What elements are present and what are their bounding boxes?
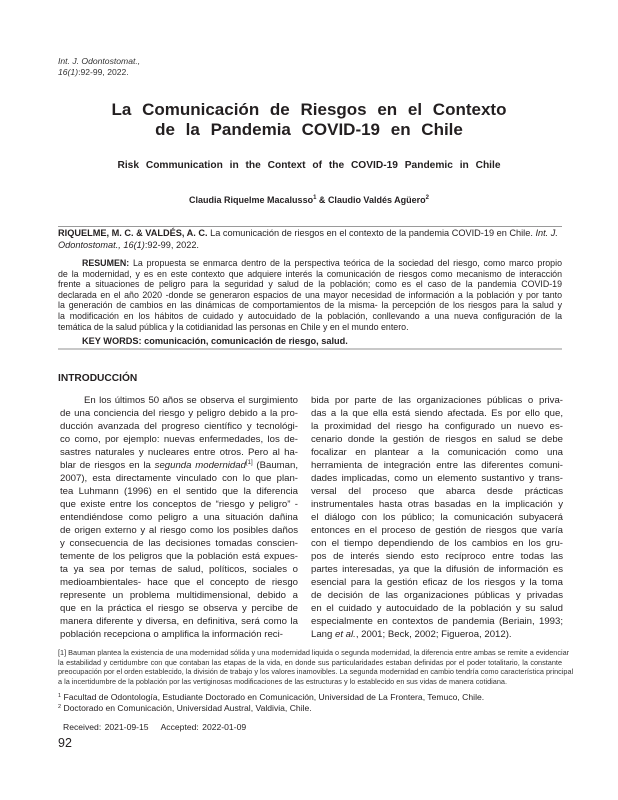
text-line: ducción avanzada del progreso científico y tecnológi- xyxy=(60,421,298,432)
text-line xyxy=(58,258,562,269)
dates xyxy=(63,722,246,732)
keywords: KEY WORDS: comunicación, comunicación de riesgo, salud. xyxy=(82,336,348,346)
text-segment: (Bauman, xyxy=(252,460,298,471)
text-line: el diálogo con los público; la comunicación subyacerá xyxy=(311,512,563,523)
citation-journal: Int. J. Odontostomat., 16(1) xyxy=(58,228,558,250)
text-line: con el tiempo dependiendo de los cambios en los gru- xyxy=(311,538,563,549)
text-line: dades implicadas, como un elemento sustantivo y trans- xyxy=(311,473,563,484)
text-line: la modificación en los hábitos de cuidado y autocuidado de la población, conllevando a una nueva configuración de la xyxy=(58,310,562,321)
author-2-affiliation-mark: 2 xyxy=(425,195,429,201)
text-segment: La propuesta se enmarca dentro de la perspectiva teórica de la sociedad del riesgo, como marco propio xyxy=(129,258,562,268)
text-line: en el cuidado y autocuidado de la población y su salud xyxy=(311,603,563,614)
affiliation-2 xyxy=(58,703,484,714)
journal-name: Int. J. Odontostomat., xyxy=(58,56,141,66)
text-line: partes interesadas, ya que la difusión de información es xyxy=(311,564,563,575)
affiliation-mark: 2 xyxy=(58,703,62,710)
text-line: manera diferente y diversa, en definitiva, será como la xyxy=(60,616,298,627)
text-line: medioambientales- hace que el concepto de riesgo xyxy=(60,577,298,588)
citation-text: La comunicación de riesgos en el contexto de la pandemia COVID-19 en Chile. xyxy=(207,228,536,238)
divider-top xyxy=(58,226,562,227)
text-segment: et al. xyxy=(335,629,356,640)
author-1: Claudia Riquelme Macalusso xyxy=(189,195,314,205)
text-line: En los últimos 50 años se observa el surgimiento xyxy=(84,395,298,406)
received-date: Received: 2021-09-15 xyxy=(63,722,149,732)
text-line: herramienta de integración entre las diferentes comuni- xyxy=(311,460,563,471)
title-line-2: de la Pandemia COVID-19 en Chile xyxy=(155,120,463,139)
authors xyxy=(0,195,618,205)
text-line: que en la práctica el riesgo se observa y percibe de xyxy=(60,603,298,614)
text-line: frente a situaciones de peligro para la seguridad y salud de la población; como es el caso de la pandemia COVID-19 xyxy=(58,279,562,290)
text-segment: blar de riesgos en la xyxy=(60,460,155,471)
affiliation-mark: 1 xyxy=(58,693,62,699)
text-segment: RESUMEN: xyxy=(82,258,130,268)
text-line: das a la que ella está siendo afectada. Es por ello que, xyxy=(311,408,563,419)
body-column-left xyxy=(60,394,298,641)
text-segment: Lang xyxy=(311,629,336,640)
text-line: de una conciencia del riesgo y peligro debido a la pro- xyxy=(60,408,298,419)
text-line: ta ya sea por temas de salud, políticos, sociales o xyxy=(60,564,298,575)
text-line: 2007), esta directamente vinculado con lo que plan- xyxy=(60,473,298,484)
affiliation-text: Doctorado en Comunicación, Universidad Austral, Valdivia, Chile. xyxy=(61,702,312,713)
text-line: de decisión de las organizaciones públicas y privadas xyxy=(311,590,563,601)
text-line: [1] Bauman plantea la existencia de una modernidad sólida y una modernidad liquida o segunda modernidad, la diferencia entre ambas se remite a evidenciar xyxy=(58,648,570,657)
text-line: preocupación por el orden establecido, la división de trabajo y los valores inamovibles. La segunda modernidad en cambio tendría como característica principal xyxy=(58,667,574,677)
text-line: declarada en el año 2020 -donde se generaron espacios de una mayor necesidad de información a la población y por tanto xyxy=(58,289,562,300)
text-line: represente un problema multidimensional, debido a xyxy=(60,590,298,601)
text-line: la estabilidad y certidumbre con que contaban las etapas de la vida, en donde sus particularidades estaban definidas por el poder totalitario, la constante xyxy=(58,657,562,667)
journal-volume: 16(1) xyxy=(58,66,79,77)
text-segment: segunda modernidad xyxy=(154,460,246,471)
text-line: esencial para la gestión eficaz de los riesgos y la toma xyxy=(311,577,563,588)
text-line: versal del proceso que abarca desde prácticas xyxy=(311,486,563,497)
author-1-affiliation-mark: 1 xyxy=(313,195,317,201)
text-line: sastres naturales y nucleares entre otros. Pero al ha- xyxy=(60,447,298,458)
text-line xyxy=(311,628,563,641)
text-line: tea Luhmann (1996) en el sentido que la diferencia xyxy=(60,486,298,497)
affiliations xyxy=(58,692,484,713)
text-line: bida por parte de las organizaciones públicas o priva- xyxy=(311,395,563,406)
text-line: especialmente en contextos de pandemia (Beriain, 1993; xyxy=(311,616,563,627)
abstract xyxy=(58,258,562,332)
text-line: pos de interés siendo esto recíproco entre todas las xyxy=(311,551,563,562)
divider-keywords xyxy=(58,348,562,350)
text-line: co como, por ejemplo: nuevas enfermedades, los de- xyxy=(60,434,298,445)
text-line: entendiéndose como peligro a una situación dañina xyxy=(60,512,298,523)
citation xyxy=(58,228,564,251)
text-line: temente de los peligros que la población está expues- xyxy=(60,551,298,562)
text-line: que existe entre los conceptos de “riesgo y peligro” - xyxy=(60,499,298,510)
text-line: de la modernidad, y es en este contexto que adquiere interés la comunicación de riesgos como mecanismo de interacción xyxy=(58,268,562,279)
accepted-date: Accepted: 2022-01-09 xyxy=(160,722,247,732)
text-line: y consecuencia de las decisiones tomadas conscien- xyxy=(60,538,298,549)
text-line: a la incertidumbre de la población por las vertiginosas modificaciones de las estructuras y lo establecido en sus vidas de manera cotidiana. xyxy=(58,676,508,686)
text-line: focalizar en plantear a la comunicación como una xyxy=(311,447,563,458)
body-column-right xyxy=(311,394,563,641)
affiliation-1 xyxy=(58,692,484,703)
footnote-ref: [1] xyxy=(245,460,253,466)
page-number: 92 xyxy=(58,736,72,750)
text-line: cenario donde la gestión de riesgos en salud se debe xyxy=(311,434,563,445)
english-title: Risk Communication in the Context of the COVID-19 Pandemic in Chile xyxy=(117,160,501,171)
journal-reference xyxy=(58,56,140,77)
citation-authors: RIQUELME, M. C. & VALDÉS, A. C. xyxy=(58,228,208,238)
footnote xyxy=(58,648,574,686)
text-line xyxy=(60,459,298,472)
section-heading-introduccion: INTRODUCCIÓN xyxy=(58,373,138,384)
text-line: población recepciona o amplifica la información reci- xyxy=(60,629,283,640)
author-separator: & xyxy=(316,195,328,205)
title-line-1: La Comunicación de Riesgos en el Contexto xyxy=(111,100,507,119)
text-line: la generación de cambios en las dinámicas de comportamientos de la misma- la percepción de los riesgos para la salud y xyxy=(58,300,562,311)
author-2: Claudio Valdés Agüero xyxy=(327,195,426,205)
text-line: entonces en el proceso de gestión de riesgos que varía xyxy=(311,525,563,536)
text-line: instrumentales hasta otras basadas en la implicación y xyxy=(311,499,563,510)
affiliation-text: Facultad de Odontología, Estudiante Doctorado en Comunicación, Universidad de La Frontera, Temuco, Chile. xyxy=(61,692,485,702)
citation-pages: :92-99, 2022. xyxy=(144,239,199,250)
text-segment: , 2001; Beck, 2002; Figueroa, 2012). xyxy=(355,629,512,640)
text-line: de origen externo y al riesgo como los posibles daños xyxy=(60,525,298,536)
text-line: la proximidad del riesgo ha configurado un nuevo es- xyxy=(311,421,563,432)
page-title xyxy=(0,100,618,140)
journal-pages: :92-99, 2022. xyxy=(78,66,129,77)
text-line: temática de la salud pública y la cotidianidad las personas en Chile y en el mundo entero. xyxy=(58,321,409,332)
